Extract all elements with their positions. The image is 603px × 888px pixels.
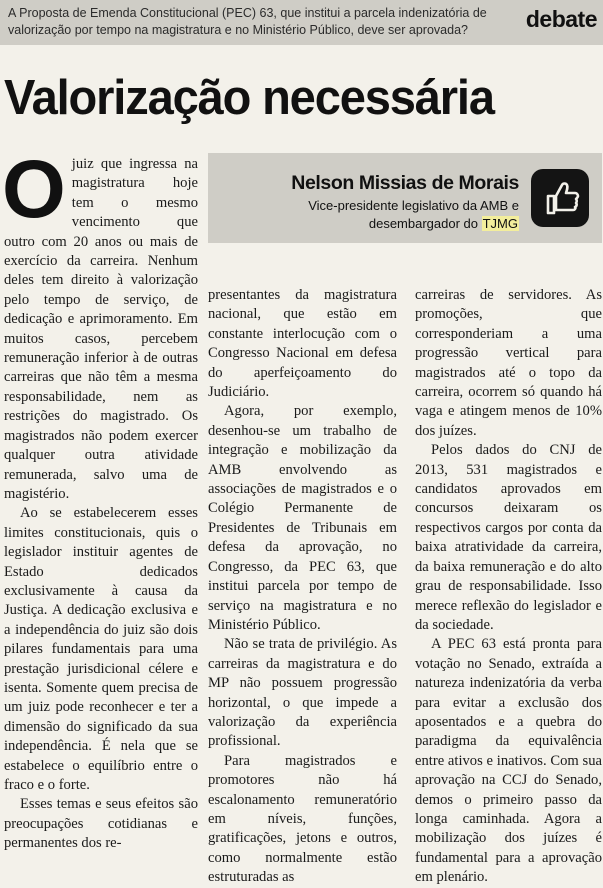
paragraph: Pelos dados do CNJ de 2013, 531 magistrados e candidatos aprovados em concursos deixaram os respectivos cargos por conta da baixa atratividade da carreira, da baixa remuneração e do alto grau de responsabilidade. Isso merece reflexão do legislador e da sociedade. bbox=[415, 442, 602, 633]
author-name: Nelson Missias de Morais bbox=[291, 172, 519, 194]
author-role-highlight: TJMG bbox=[482, 216, 518, 231]
paragraph: Esses temas e seus efeitos são preocupações cotidianas e permanentes dos re- bbox=[4, 796, 198, 852]
drop-cap: O bbox=[2, 144, 66, 235]
paragraph: Para magistrados e promotores não há escalonamento remuneratório em níveis, funções, gratificações, jetons e outros, como normalmente estão estruturadas as bbox=[208, 752, 397, 886]
paragraph-text: juiz que ingressa na magistratura hoje tem o mesmo vencimento que outro com 20 anos ou mais de exercício da carreira. Nenhum deles tem direito à valorização pelo tempo de serviço, de dedicação e aprimoramento. Em muitos casos, percebem remuneração inferior à de outras carreiras que não têm a mesma responsabilidade, nem as restrições do magistrado. Os magistrados não podem exercer qualquer outra atividade remunerada, salvo uma de magistério. bbox=[4, 156, 198, 502]
paragraph: Não se trata de privilégio. As carreiras da magistratura e do MP não possuem progressão horizontal, o que impede a valorização da experiência profissional. bbox=[208, 636, 397, 750]
paragraph: Ao se estabelecerem esses limites constitucionais, quis o legislador instituir agentes de Estado dedicados exclusivamente à causa da Justiça. A dedicação exclusiva e a independência do juiz são dois pilares fundamentais para uma prestação jurisdicional célere e isenta. Somente quem precisa de um juiz pode reconhecer e ter a dimensão do significado da sua independência. É nela que se estabelece o equilíbrio entre o fraco e o forte. bbox=[4, 505, 198, 793]
paragraph bbox=[2, 144, 198, 504]
headline: Valorização necessária bbox=[4, 71, 494, 125]
article-column-3 bbox=[415, 286, 602, 888]
author-box bbox=[208, 153, 602, 243]
debate-question: A Proposta de Emenda Constitucional (PEC) 63, que institui a parcela indenizatória de valorização por tempo na magistratura e no Ministério Público, deve ser aprovada? bbox=[8, 6, 487, 37]
paragraph: presentantes da magistratura nacional, que estão em constante interlocução com o Congresso Nacional em defesa do aperfeiçoamento do Judiciário. bbox=[208, 287, 397, 401]
thumbs-up-icon bbox=[531, 169, 589, 227]
question-banner bbox=[0, 0, 603, 45]
paragraph: carreiras de servidores. As promoções, que corresponderiam a uma progressão vertical para magistrados até o topo da carreira, ocorrem só quando há vaga e atingem menos de 10% dos juízes. bbox=[415, 287, 602, 439]
author-role-line2: desembargador do bbox=[368, 216, 482, 231]
paragraph: Agora, por exemplo, desenhou-se um trabalho de integração e mobilização da AMB envolvendo as associações de magistrados e o Colégio Permanente de Presidentes de Tribunais em defesa da aprovação, no Congresso, da PEC 63, que institui parcela por tempo de serviço na magistratura e no Ministério Público. bbox=[208, 403, 397, 633]
paragraph: A PEC 63 está pronta para votação no Senado, extraída a natureza indenizatória da verba para evitar a exclusão dos aposentados e a quebra do paradigma da equivalência entre ativos e inativos. Com sua aprovação na CCJ do Senado, demos o primeiro passo da longa caminhada. Agora a mobilização dos juízes é fundamental para a aprovação em plenário. bbox=[415, 636, 602, 886]
author-role bbox=[219, 197, 519, 233]
article-column-1 bbox=[2, 144, 198, 854]
article-column-2 bbox=[208, 286, 397, 888]
section-tag: debate bbox=[525, 6, 597, 32]
author-role-line1: Vice-presidente legislativo da AMB e bbox=[308, 198, 519, 213]
